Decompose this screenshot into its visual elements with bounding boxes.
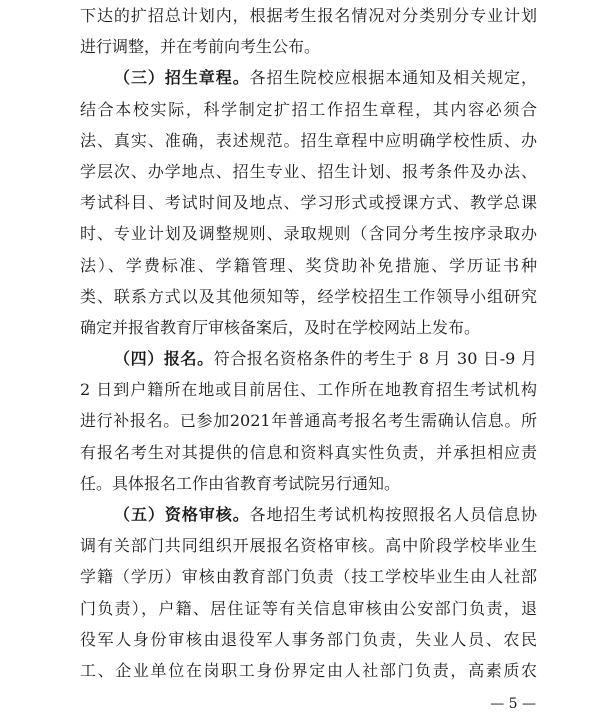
- text-line: 进行调整，并在考前向考生公布。: [80, 37, 321, 57]
- text-line: 工、企业单位在岗职工身份界定由人社部门负责，高素质农: [80, 660, 537, 680]
- text-line: 进行补报名。已参加2021年普通高考报名考生需确认信息。所: [80, 411, 537, 431]
- text-line: 法、真实、准确，表述规范。招生章程中应明确学校性质、办: [80, 130, 537, 150]
- document-page: [80, 0, 537, 686]
- section-lead-text: 各招生院校应根据本通知及相关规定，: [249, 68, 537, 88]
- page-number: — 5 —: [490, 696, 536, 712]
- section-lead-text: 各地招生考试机构按照报名人员信息协: [249, 505, 537, 524]
- text-line: 学层次、办学地点、招生专业、招生计划、报考条件及办法、: [80, 161, 537, 181]
- section-lead-text: 符合报名资格条件的考生于 8 月 30 日-9 月: [213, 349, 537, 369]
- section-first-line: [80, 499, 537, 530]
- text-line: 有报名考生对其提供的信息和资料真实性负责，并承担相应责: [80, 442, 537, 462]
- section-eligibility-review: [80, 499, 537, 686]
- section-first-line: [80, 343, 537, 374]
- text-line: 役军人身份审核由退役军人事务部门负责，失业人员、农民: [80, 629, 537, 649]
- section-admission-charter: [80, 62, 537, 343]
- section-heading: （三）招生章程。: [114, 68, 250, 88]
- text-line: 调有关部门共同组织开展报名资格审核。高中阶段学校毕业生: [80, 536, 537, 556]
- text-line: 学籍（学历）审核由教育部门负责（技工学校毕业生由人社部: [80, 567, 537, 587]
- text-line: 确定并报省教育厅审核备案后，及时在学校网站上发布。: [80, 317, 481, 337]
- text-line: 门负责），户籍、居住证等有关信息审核由公安部门负责，退: [80, 598, 537, 618]
- text-line: 2 日到户籍所在地或目前居住、工作所在地教育招生考试机构: [80, 380, 537, 400]
- text-line: 类、联系方式以及其他须知等，经学校招生工作领导小组研究: [80, 286, 537, 306]
- section-heading: （五）资格审核。: [114, 505, 250, 524]
- section-first-line: [80, 62, 537, 93]
- text-line: 考试科目、考试时间及地点、学习形式或授课方式、教学总课: [80, 193, 537, 213]
- text-line: 法）、学费标准、学籍管理、奖贷助补免措施、学历证书种: [80, 255, 537, 275]
- text-line: 结合本校实际，科学制定扩招工作招生章程，其内容必须合: [80, 99, 537, 119]
- text-line: 下达的扩招总计划内，根据考生报名情况对分类别分专业计划: [80, 6, 537, 25]
- section-registration: [80, 343, 537, 499]
- section-heading: （四）报名。: [114, 349, 214, 369]
- text-line: 时、专业计划及调整规则、录取规则（含同分考生按序录取办: [80, 224, 537, 244]
- paragraph-continued: [80, 0, 537, 62]
- text-line: 任。具体报名工作由省教育考试院另行通知。: [80, 473, 401, 493]
